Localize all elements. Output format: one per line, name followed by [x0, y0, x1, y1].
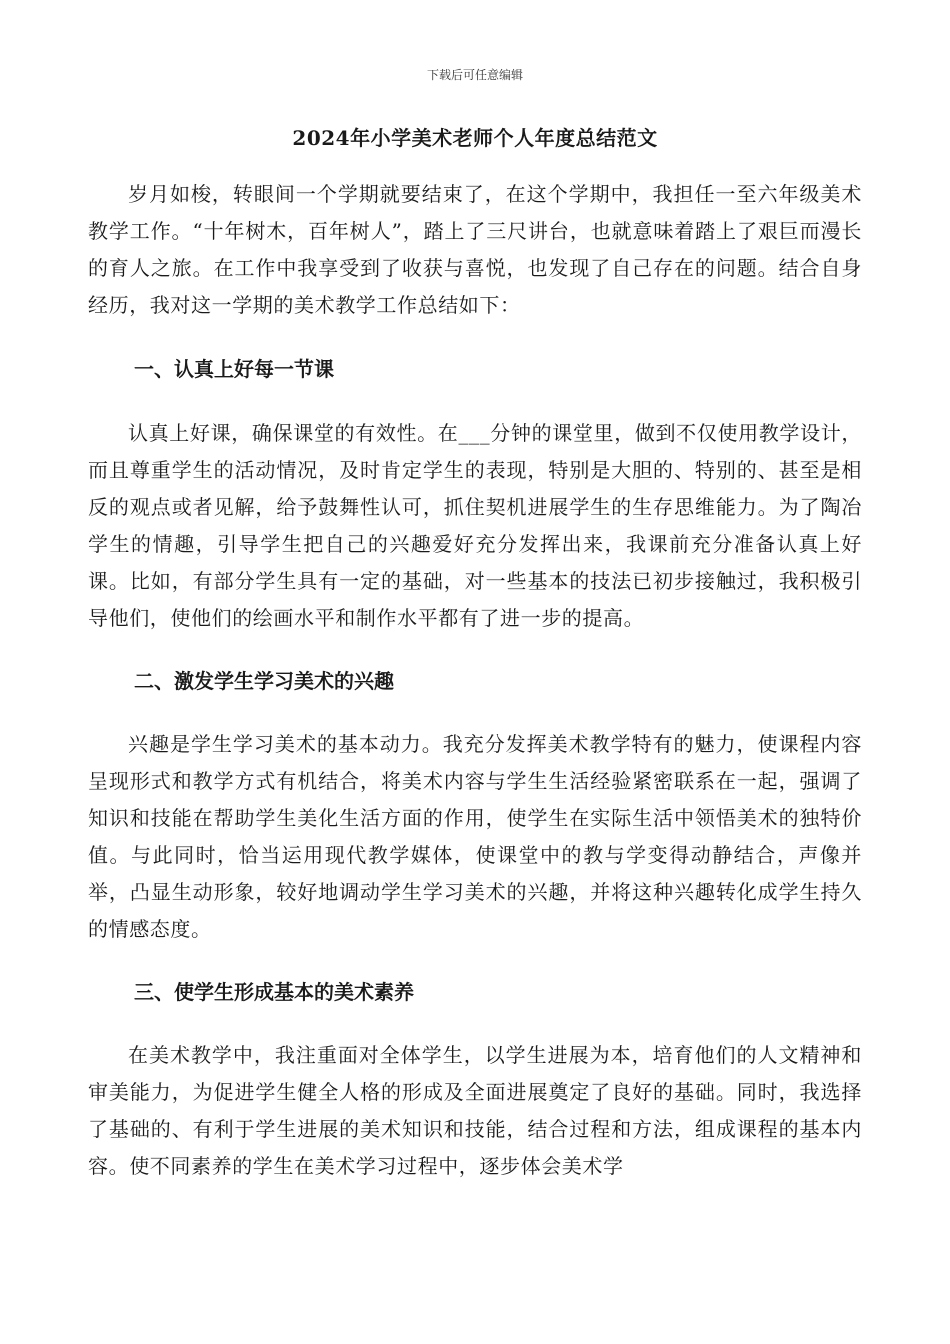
- section-1-paragraph: 认真上好课，确保课堂的有效性。在___分钟的课堂里，做到不仅使用教学设计，而且尊重学生的活动情况，及时肯定学生的表现，特别是大胆的、特别的、甚至是相反的观点或者见解，给予鼓舞性认可，抓住契机进展学生的生存思维能力。为了陶冶学生的情趣，引导学生把自己的兴趣爱好充分发挥出来，我课前充分准备认真上好课。比如，有部分学生具有一定的基础，对一些基本的技法已初步接触过，我积极引导他们，使他们的绘画水平和制作水平都有了进一步的提高。: [88, 421, 862, 630]
- section-3-heading: 三、使学生形成基本的美术素养: [134, 980, 414, 1004]
- document-title: 2024年小学美术老师个人年度总结范文: [292, 126, 658, 150]
- section-3-paragraph: 在美术教学中，我注重面对全体学生，以学生进展为本，培育他们的人文精神和审美能力，为促进学生健全人格的形成及全面进展奠定了良好的基础。同时，我选择了基础的、有利于学生进展的美术知识和技能，结合过程和方法，组成课程的基本内容。使不同素养的学生在美术学习过程中，逐步体会美术学: [88, 1043, 862, 1178]
- section-2-heading: 二、激发学生学习美术的兴趣: [134, 669, 394, 693]
- header-note: 下载后可任意编辑: [426, 68, 523, 82]
- section-2-paragraph: 兴趣是学生学习美术的基本动力。我充分发挥美术教学特有的魅力，使课程内容呈现形式和教学方式有机结合，将美术内容与学生生活经验紧密联系在一起，强调了知识和技能在帮助学生美化生活方面的作用，使学生在实际生活中领悟美术的独特价值。与此同时，恰当运用现代教学媒体，使课堂中的教与学变得动静结合，声像并举，凸显生动形象，较好地调动学生学习美术的兴趣，并将这种兴趣转化成学生持久的情感态度。: [88, 732, 862, 941]
- document-body: [88, 176, 862, 1185]
- section-1-heading: 一、认真上好每一节课: [134, 357, 334, 381]
- intro-paragraph: 岁月如梭，转眼间一个学期就要结束了，在这个学期中，我担任一至六年级美术教学工作。“十年树木，百年树人”，踏上了三尺讲台，也就意味着踏上了艰巨而漫长的育人之旅。在工作中我享受到了收获与喜悦，也发现了自己存在的问题。结合自身经历，我对这一学期的美术教学工作总结如下：: [88, 182, 862, 317]
